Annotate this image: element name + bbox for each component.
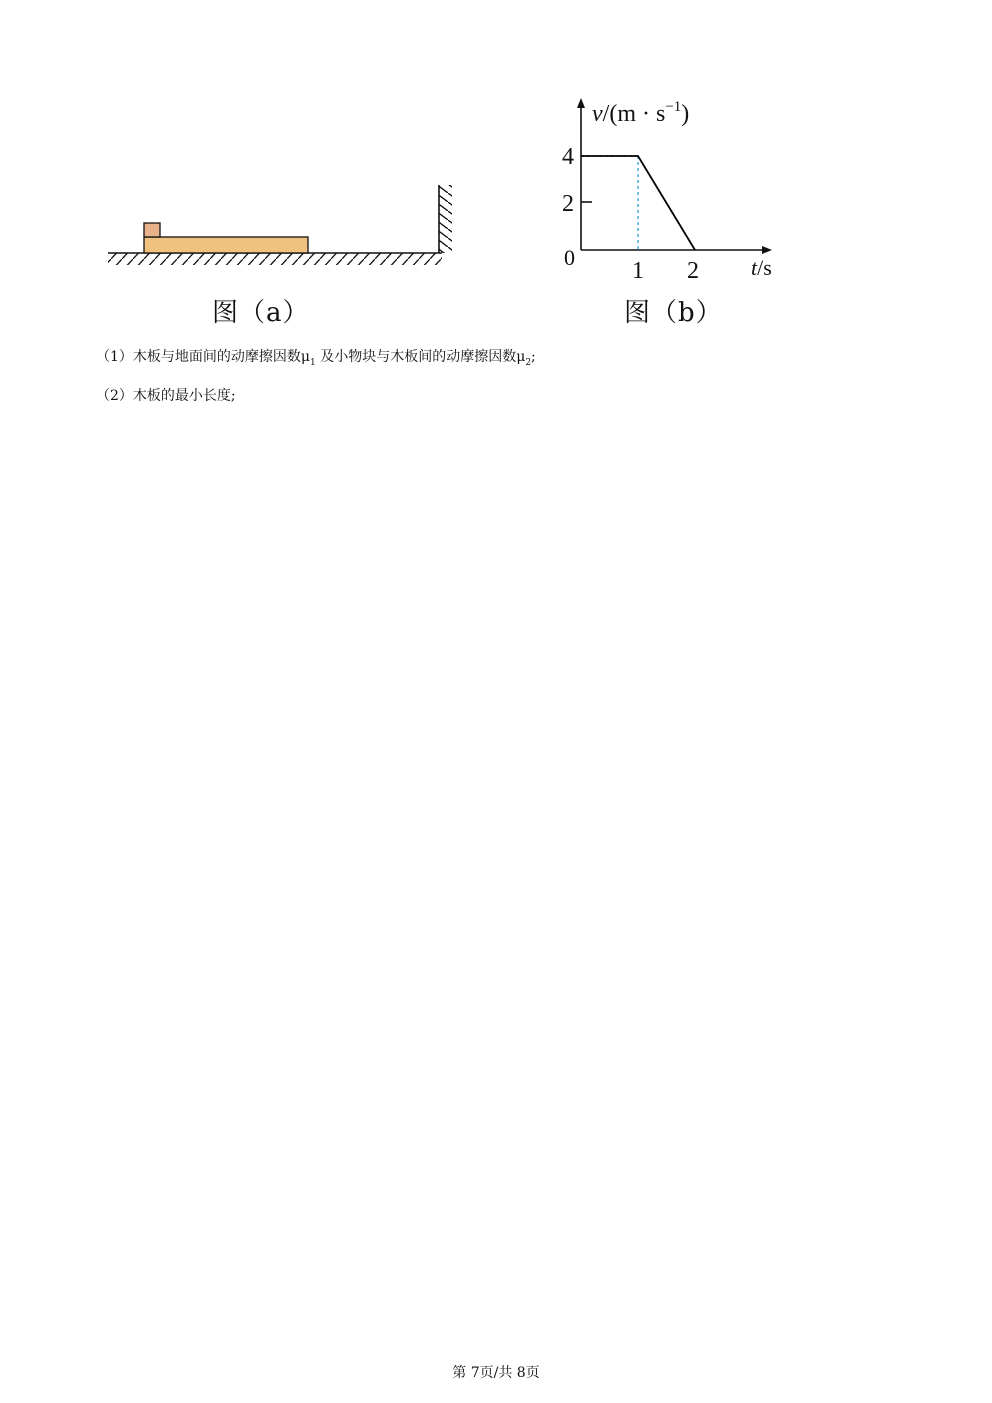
y-axis-arrow (577, 98, 585, 108)
page-number: 第 7页/共 8页 (452, 1365, 540, 1381)
figure-b-caption: 图（b） (624, 298, 723, 328)
figure-b-vt-graph (550, 92, 790, 292)
x-axis-label: t/s (751, 255, 772, 280)
x-axis-arrow (762, 246, 772, 254)
y-axis-label: $v/(m \cdot s^{-1})$ (592, 99, 690, 127)
figure-a-caption: 图（a） (212, 298, 310, 328)
x-tick-label-2: 2 (687, 258, 699, 284)
ground-hatch (108, 253, 442, 265)
wooden-board (144, 237, 308, 253)
wall-hatch (439, 185, 452, 253)
y-tick-label-2: 2 (562, 191, 574, 217)
figure-a-diagram (100, 175, 460, 275)
origin-label: 0 (564, 245, 575, 270)
question-2: （2）木板的最小长度; (96, 388, 236, 404)
y-tick-label-4: 4 (562, 144, 574, 170)
small-block (144, 223, 160, 237)
question-1: （1）木板与地面间的动摩擦因数$\mu_1$ 及小物块与木板间的动摩擦因数$\mu_2$; (96, 349, 536, 368)
x-tick-label-1: 1 (632, 258, 644, 284)
